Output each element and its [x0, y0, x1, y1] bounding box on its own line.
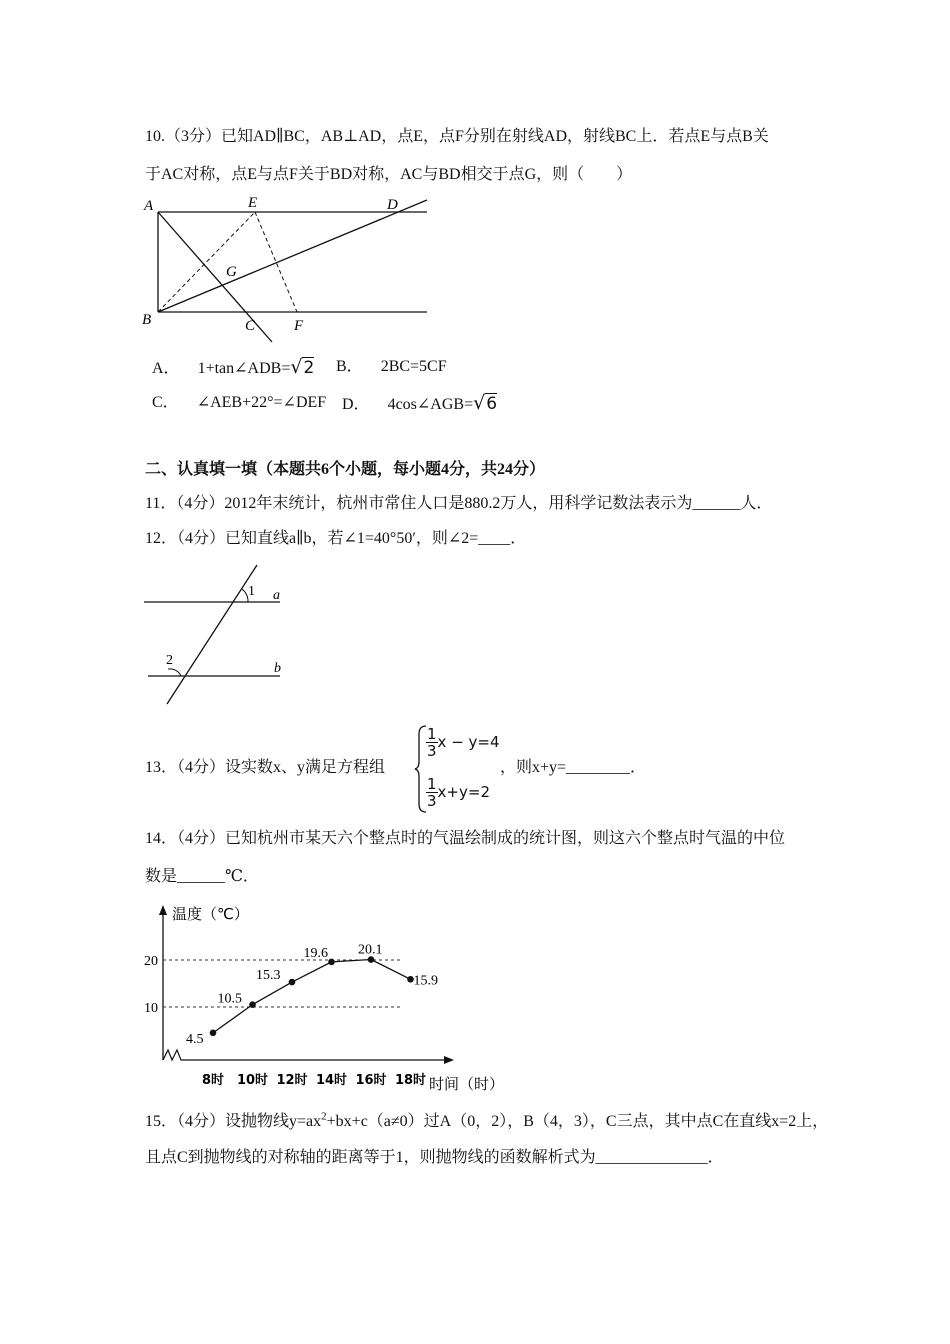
label-G: G: [226, 264, 237, 280]
data-label-0: 4.5: [186, 1031, 204, 1047]
option-d-label: D．: [342, 396, 370, 413]
sqrt-symbol: √: [473, 392, 486, 414]
label-E: E: [248, 195, 258, 211]
temperature-chart: [130, 900, 520, 1095]
option-a-label: A．: [152, 360, 180, 377]
q10-option-d: [342, 393, 497, 415]
x-axis-arrow: [444, 1056, 454, 1064]
q15-line1-pre: 15．（4分）设抛物线y=ax: [145, 1113, 322, 1130]
y-tick-20: 20: [144, 954, 158, 969]
data-label-3: 19.6: [303, 945, 328, 961]
data-label-5: 15.9: [413, 973, 438, 989]
x-tick-0: 8时: [201, 1073, 225, 1088]
data-label-1: 10.5: [217, 991, 242, 1007]
x-tick-2: 12时: [276, 1073, 308, 1088]
option-b-label: B．: [336, 358, 363, 375]
axis-break: [163, 1050, 188, 1060]
q10-option-c: [152, 393, 326, 413]
angle-1-label: 1: [248, 584, 255, 599]
y-tick-10: 10: [144, 1001, 158, 1016]
option-a-text: 1+tan∠ADB=: [197, 360, 291, 377]
label-C: C: [245, 318, 256, 334]
y-axis-arrow: [159, 905, 167, 915]
q15-exponent: 2: [321, 1110, 327, 1123]
x-tick-5: 18时: [394, 1073, 427, 1088]
eq1-numerator: 1: [427, 725, 437, 743]
line-b-label: b: [274, 661, 281, 676]
q10-line1: 10.（3分）已知AD∥BC，AB⊥AD，点E，点F分别在射线AD，射线BC上．若点E与点B关: [145, 128, 769, 145]
y-axis-label: 温度（℃）: [172, 905, 249, 923]
q15-line1: [145, 1112, 828, 1132]
q15-line2: 且点C到抛物线的对称轴的距离等于1，则抛物线的函数解析式为______________．: [145, 1149, 724, 1166]
x-tick-3: 14时: [315, 1073, 348, 1088]
q13-suffix: ，则x+y=________．: [500, 759, 647, 776]
option-c-text: ∠AEB+22°=∠DEF: [196, 394, 327, 411]
label-B: B: [142, 312, 152, 328]
option-b-text: 2BC=5CF: [380, 358, 447, 375]
data-label-2: 15.3: [256, 968, 281, 984]
q14-line2: 数是______℃．: [145, 868, 259, 885]
data-point-1: [249, 1001, 256, 1008]
x-axis-label: 时间（时）: [429, 1075, 505, 1093]
option-d-text: 4cos∠AGB=: [387, 396, 474, 413]
q10-option-a: [152, 357, 314, 379]
line-a-label: a: [273, 588, 280, 603]
series-line: [213, 960, 411, 1033]
option-d-radicand: 6: [486, 394, 498, 414]
section-2-title: 二、认真填一填（本题共6个小题，每小题4分，共24分）: [145, 461, 546, 478]
equation-1: [426, 726, 500, 759]
x-tick-4: 16时: [355, 1073, 387, 1088]
eq1-denominator: 3: [427, 742, 437, 760]
label-A: A: [144, 198, 154, 214]
q11-text: 11．（4分）2012年末统计，杭州市常住人口是880.2万人，用科学记数法表示为______人．: [145, 495, 773, 512]
label-D: D: [387, 197, 398, 213]
data-point-0: [210, 1030, 217, 1037]
sqrt-symbol: √: [290, 356, 303, 378]
eq2-rest: x+y=2: [437, 783, 490, 801]
data-label-4: 20.1: [358, 942, 383, 958]
equation-2: [426, 776, 490, 809]
option-c-label: C．: [152, 394, 179, 411]
eq1-rest: x − y=4: [437, 733, 500, 751]
q15-line1-post: +bx+c（a≠0）过A（0，2），B（4，3），C三点，其中点C在直线x=2上，: [326, 1113, 829, 1130]
angle-2-label: 2: [166, 653, 173, 668]
eq2-denominator: 3: [427, 792, 437, 810]
q13-prefix: 13．（4分）设实数x、y满足方程组: [145, 759, 386, 776]
option-a-radicand: 2: [303, 358, 315, 378]
q14-line1: 14．（4分）已知杭州市某天六个整点时的气温绘制成的统计图，则这六个整点时气温的中位: [145, 830, 786, 847]
q10-line2: 于AC对称，点E与点F关于BD对称，AC与BD相交于点G，则（ ）: [145, 166, 633, 183]
q10-option-b: [336, 357, 447, 377]
eq2-numerator: 1: [427, 775, 437, 793]
q12-figure: [140, 562, 290, 707]
x-tick-1: 10时: [236, 1073, 269, 1088]
q12-text: 12．（4分）已知直线a∥b，若∠1=40°50′，则∠2=____．: [145, 530, 527, 547]
data-point-2: [289, 979, 296, 986]
data-point-3: [328, 959, 335, 966]
label-F: F: [294, 318, 304, 334]
q10-figure: [140, 192, 440, 352]
